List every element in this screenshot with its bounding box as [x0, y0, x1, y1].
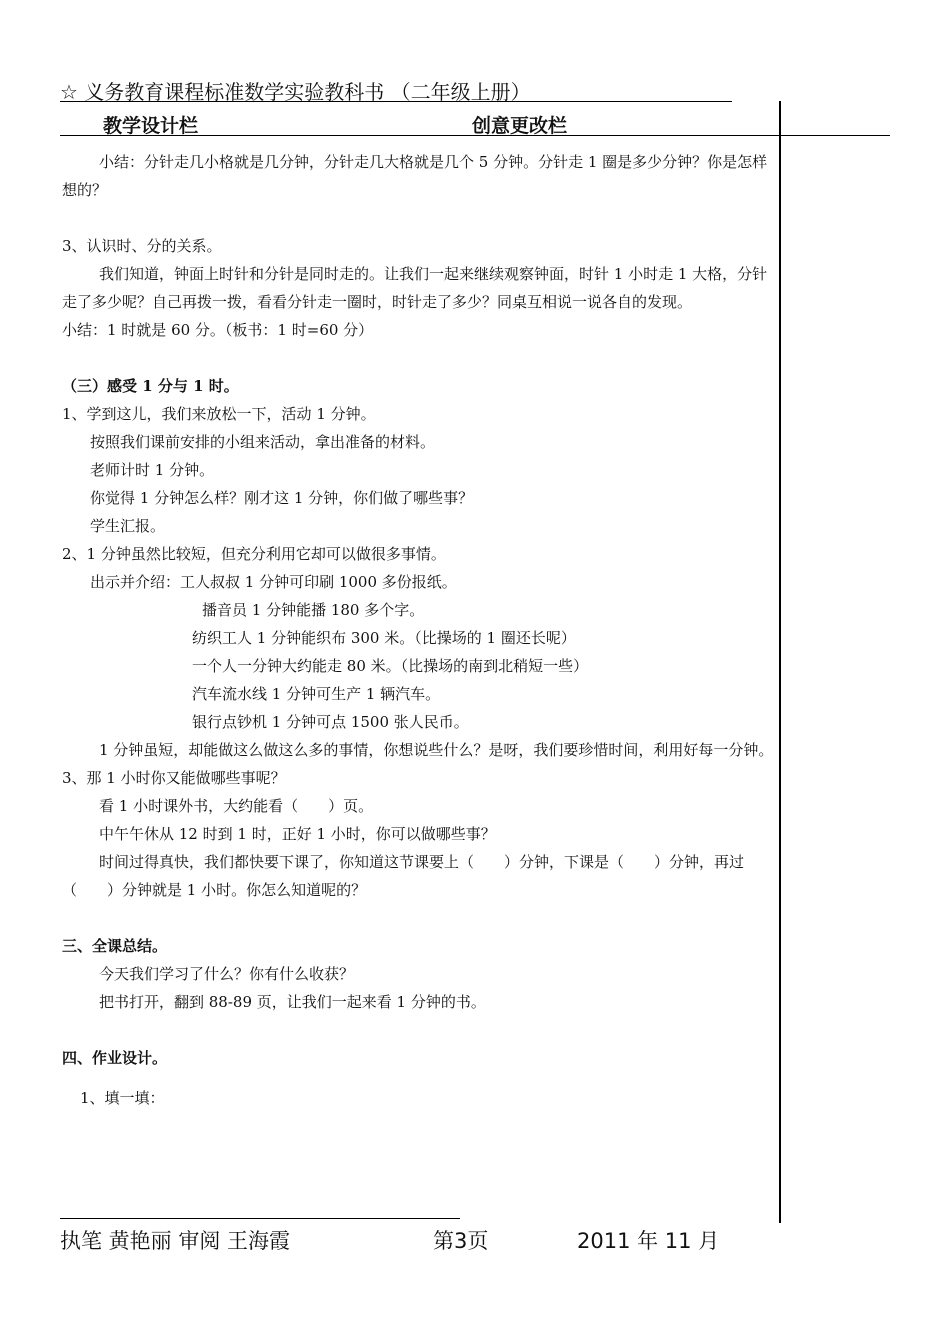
section-item: 3、那 1 小时你又能做哪些事呢？ [62, 769, 286, 787]
exercise-item: 1、填一填： [80, 1089, 165, 1107]
example-line: 一个人一分钟大约能走 80 米。（比操场的南到北稍短一些） [192, 657, 589, 675]
example-line: 纺织工人 1 分钟能织布 300 米。（比操场的 1 圈还长呢） [192, 629, 576, 647]
body-line: 中午午休从 12 时到 1 时，正好 1 小时，你可以做哪些事？ [99, 825, 496, 843]
body-paragraph: 时间过得真快，我们都快要下课了，你知道这节课要上（ ）分钟，下课是（ ）分钟，再过（ ）分钟就是 1 小时。你怎么知道呢的？ [62, 853, 745, 899]
body-line: 今天我们学习了什么？你有什么收获？ [99, 965, 355, 983]
example-line: 银行点钞机 1 分钟可点 1500 张人民币。 [192, 713, 469, 731]
footer-date: 2011 年 11 月 [577, 1229, 720, 1253]
column-heading-rule [60, 135, 890, 136]
body-line: 你觉得 1 分钟怎么样？刚才这 1 分钟，你们做了哪些事？ [90, 489, 474, 507]
section-heading: （三）感受 1 分与 1 时。 [62, 377, 239, 395]
body-line: 按照我们课前安排的小组来活动，拿出准备的材料。 [90, 433, 436, 451]
summary-line: 小结：1 时就是 60 分。（板书：1 时=60 分） [62, 321, 374, 339]
footer-rule [60, 1218, 460, 1219]
body-paragraph: 1 分钟虽短，却能做这么做这么多的事情，你想说些什么？是呀，我们要珍惜时间，利用好每一分钟。 [99, 741, 774, 759]
right-column-heading: 创意更改栏 [472, 115, 568, 137]
section-item: 1、学到这儿，我们来放松一下，活动 1 分钟。 [62, 405, 376, 423]
section-heading: 四、作业设计。 [62, 1049, 168, 1067]
section-heading: 三、全课总结。 [62, 937, 168, 955]
left-column-heading: 教学设计栏 [103, 115, 199, 137]
body-line: 出示并介绍：工人叔叔 1 分钟可印刷 1000 多份报纸。 [90, 573, 457, 591]
section-item: 3、认识时、分的关系。 [62, 237, 222, 255]
section-item: 2、1 分钟虽然比较短，但充分利用它却可以做很多事情。 [62, 545, 446, 563]
body-line: 把书打开，翻到 88-89 页，让我们一起来看 1 分钟的书。 [99, 993, 486, 1011]
body-line: 老师计时 1 分钟。 [90, 461, 215, 479]
lesson-content [62, 148, 780, 1112]
footer-authors: 执笔 黄艳丽 审阅 王海霞 [60, 1229, 291, 1253]
header-underline [60, 101, 732, 102]
body-paragraph: 我们知道，钟面上时针和分针是同时走的。让我们一起来继续观察钟面，时针 1 小时走 1 大格，分针走了多少呢？自己再拨一拨，看看分针走一圈时，时针走了多少？同桌互相说一说各自的发现。 [62, 265, 768, 311]
body-line: 看 1 小时课外书，大约能看（ ）页。 [99, 797, 374, 815]
summary-paragraph: 小结：分针走几小格就是几分钟，分针走几大格就是几个 5 分钟。分针走 1 圈是多少分钟？你是怎样想的？ [62, 153, 768, 199]
header-title: ☆ 义务教育课程标准数学实验教科书 （二年级上册） [60, 80, 531, 104]
body-line: 学生汇报。 [90, 517, 166, 535]
footer-page-number: 第3页 [433, 1229, 489, 1253]
example-line: 播音员 1 分钟能播 180 多个字。 [202, 601, 425, 619]
example-line: 汽车流水线 1 分钟可生产 1 辆汽车。 [192, 685, 441, 703]
